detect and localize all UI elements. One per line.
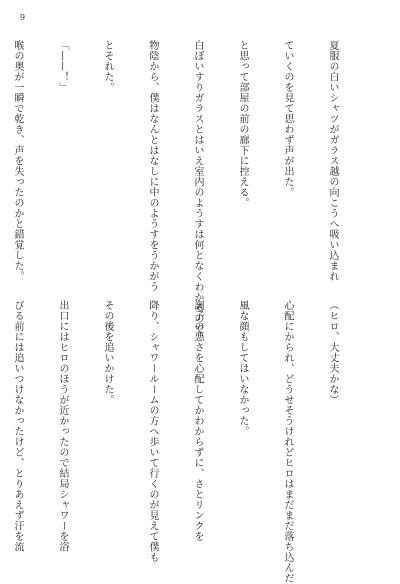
upper-text-line: と思って部屋の前の廊下に控える。 (237, 40, 248, 208)
upper-text-line: ていくのを見て思わず声が出た。 (282, 40, 293, 198)
upper-text-line: 物陰から、僕はなんとはなしに中のようすをうかがう (147, 40, 158, 292)
lower-text-line: 出口にはヒロのほうが近かったので結局シャワーを浴 (57, 300, 68, 552)
upper-text-block (12, 40, 370, 345)
upper-text-line: 「——！」 (57, 40, 68, 93)
lower-text-line: その後を追いかけた。 (102, 300, 113, 405)
upper-text-line: とそれた。 (102, 40, 113, 93)
lower-text-line: （ヒロ、大丈夫かな） (327, 300, 338, 405)
lower-text-line: 降り、シャワールームの方へ歩いて行くのが見えて僕も (147, 300, 158, 563)
lower-text-line: びる前には追いつけなかったけど、とりあえず汗を流 (12, 300, 23, 552)
lower-text-line: 調子の悪さを心配してかわからずに、さとリンクを (192, 300, 203, 542)
lower-text-line: 風な顔もしてはいなかった。 (237, 300, 248, 437)
lower-text-line: 心配にかられ、どうせそうけれどヒロはまだまだ落ち込んだ (282, 300, 293, 584)
upper-text-line: 夏服の白いシャツがガラス越の向こうへ吸い込まれ (327, 40, 338, 282)
page-number: 9 (20, 13, 26, 22)
upper-text-line: 喉の奥が一瞬で乾き、声を失ったのかと錯覚した。 (12, 40, 23, 282)
lower-text-block (12, 300, 370, 584)
upper-text-line: 白ぼいすりガラスとはいえ室内のようすは何となくわかるので、 (192, 40, 203, 345)
